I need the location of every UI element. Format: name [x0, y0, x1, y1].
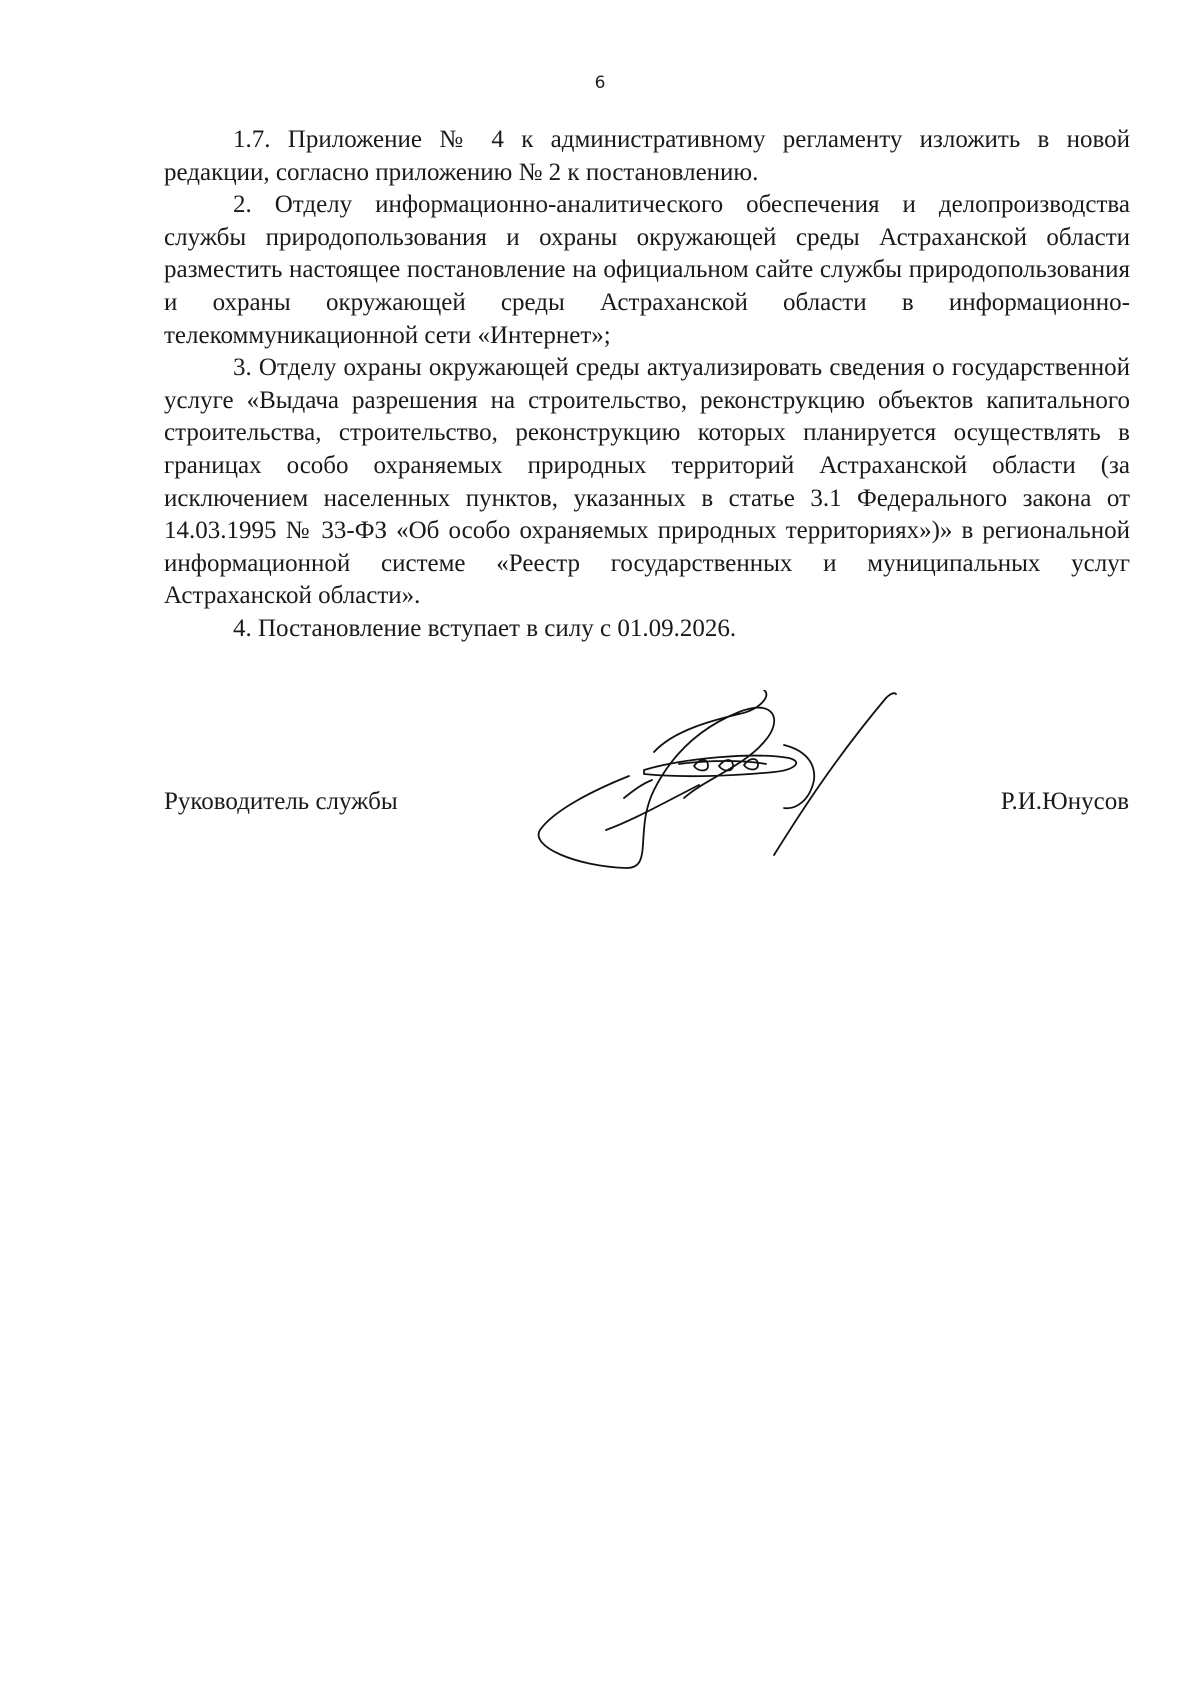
signature-block — [164, 690, 1130, 890]
paragraph-3: 3. Отделу охраны окружающей среды актуализировать сведения о государственной услуге «Выдача разрешения на строительство, реконструкцию объектов капитального строительства, строительство, реконструкцию которых планируется осуществлять в границах особо охраняемых природных территорий Астраханской области (за исключением населенных пунктов, указанных в статье 3.1 Федерального закона от 14.03.1995 № 33-ФЗ «Об особо охраняемых природных территориях»)» в региональной информационной системе «Реестр государственных и муниципальных услуг Астраханской области». — [164, 354, 1130, 610]
signatory-position: Руководитель службы — [164, 788, 398, 815]
paragraph-4: 4. Постановление вступает в силу с 01.09.2026. — [233, 614, 737, 642]
paragraph-2: 2. Отделу информационно-аналитического обеспечения и делопроизводства службы природопользования и охраны окружающей среды Астраханской области разместить настоящее постановление на официальном сайте службы природопользования и охраны окружающей среды Астраханской области в информационно-телекоммуникационной сети «Интернет»; — [164, 191, 1130, 349]
paragraph-1-7: 1.7. Приложение № 4 к административному регламенту изложить в новой редакции, согласно приложению № 2 к постановлению. — [164, 126, 1130, 186]
signatory-name: Р.И.Юнусов — [1000, 788, 1129, 815]
document-body — [164, 124, 1130, 646]
page-number: 6 — [594, 73, 606, 93]
handwritten-signature — [534, 690, 934, 880]
